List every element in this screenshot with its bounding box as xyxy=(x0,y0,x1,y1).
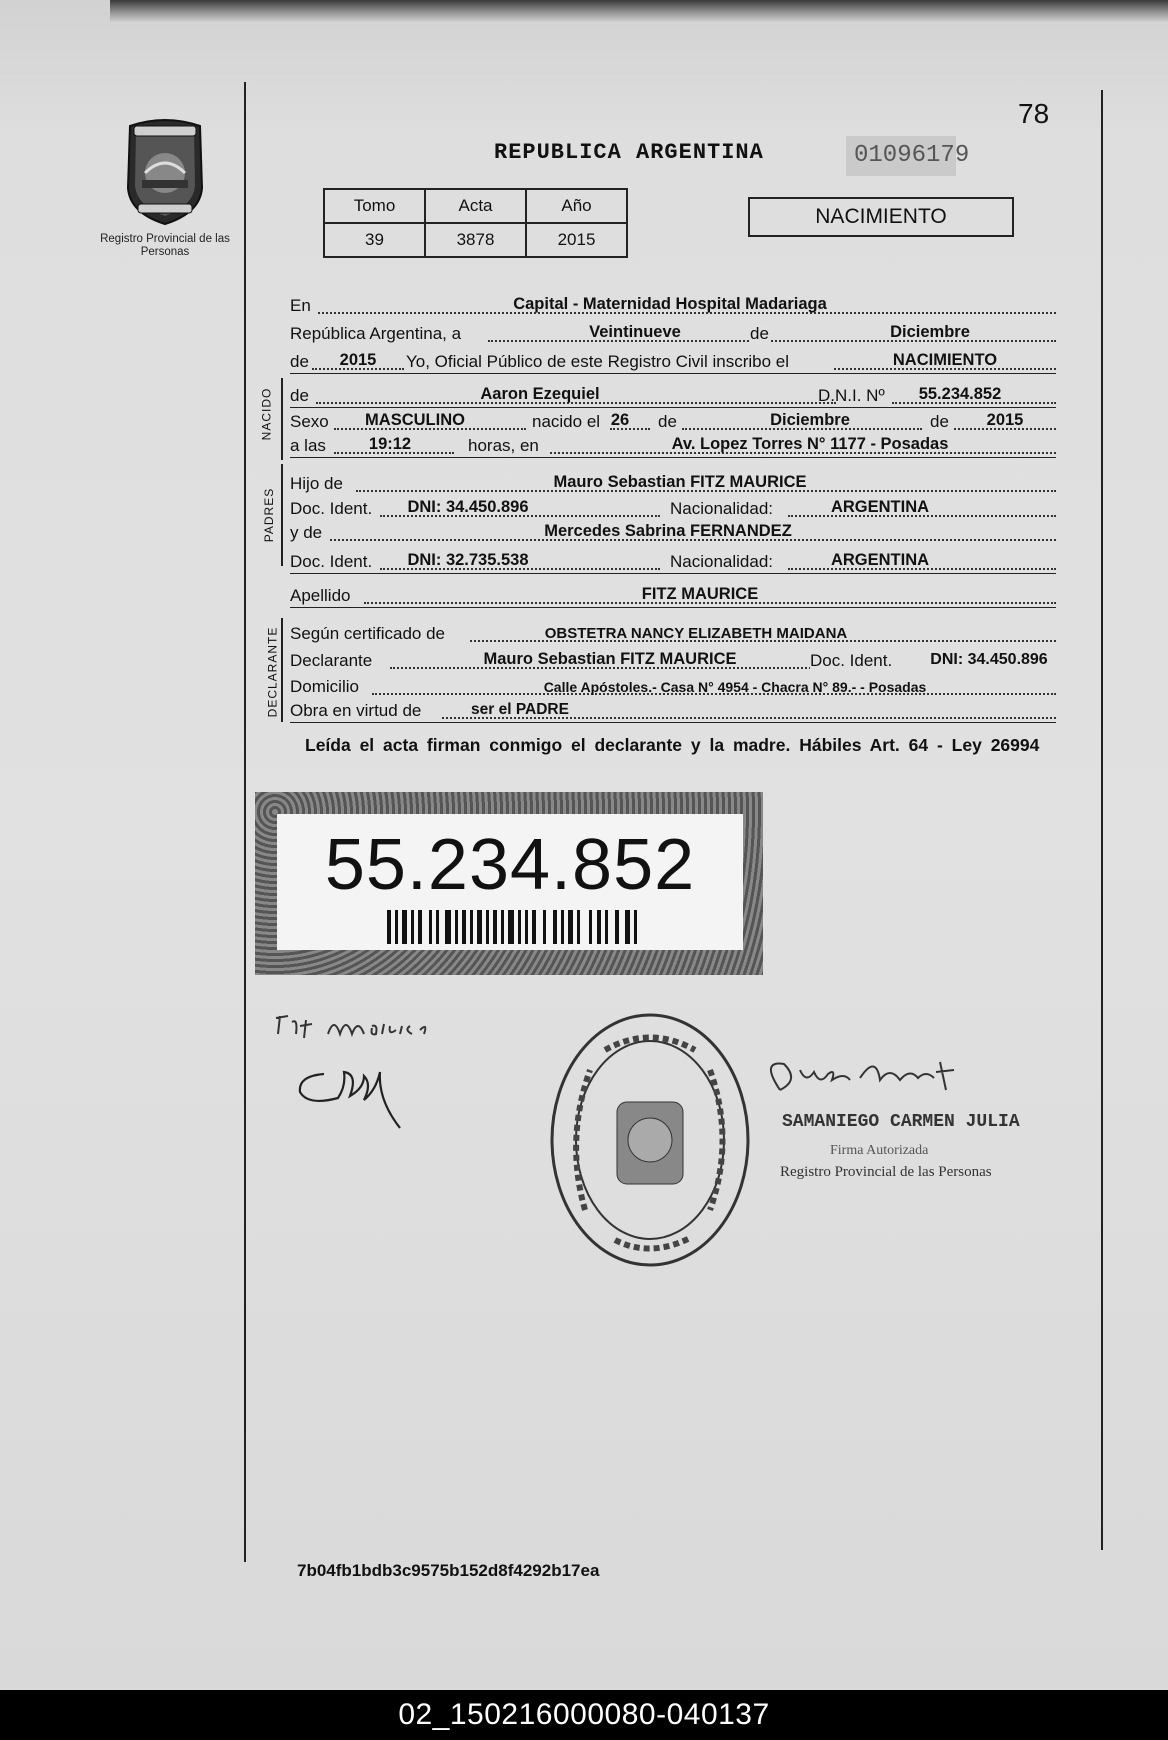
nacionalidad-label: Nacionalidad: xyxy=(670,552,774,571)
birth-time-value: 19:12 xyxy=(368,435,412,453)
statement-text: Yo, Oficial Público de este Registro Civil inscribo el xyxy=(406,352,789,371)
row-certificate xyxy=(290,620,1056,646)
misiones-shield-icon xyxy=(120,118,210,226)
page-title: REPUBLICA ARGENTINA xyxy=(494,140,764,165)
row-surname xyxy=(290,582,1056,608)
left-frame-line xyxy=(244,82,246,1562)
obra-label: Obra en virtud de xyxy=(290,701,422,720)
official-stamp-icon xyxy=(545,1010,755,1270)
hijo-label: Hijo de xyxy=(290,474,343,493)
table-header-row xyxy=(324,189,627,223)
father-doc-value: DNI: 34.450.896 xyxy=(407,498,529,516)
surname-value: FITZ MAURICE xyxy=(641,585,759,603)
official-role: Firma Autorizada xyxy=(830,1143,929,1158)
logo-caption: Registro Provincial de las Personas xyxy=(100,233,230,258)
row-underline xyxy=(290,457,1056,459)
tomo-acta-ano-table xyxy=(323,188,628,258)
row-address xyxy=(290,673,1056,699)
certificate-value: OBSTETRA NANCY ELIZABETH MAIDANA xyxy=(544,625,848,642)
footer-code: 02_150216000080-040137 xyxy=(398,1698,770,1731)
table-header-cell: Acta xyxy=(425,189,526,223)
official-office: Registro Provincial de las Personas xyxy=(780,1164,992,1180)
footer-code-bar xyxy=(0,1690,1168,1740)
de-label: de xyxy=(930,412,949,431)
basis-value: ser el PADRE xyxy=(471,701,569,718)
day-words-value: Veintinueve xyxy=(589,323,681,341)
row-child-name xyxy=(290,382,1056,408)
row-sex-birthdate xyxy=(290,408,1056,434)
page-number: 78 xyxy=(1018,98,1050,129)
scan-top-edge xyxy=(110,0,1168,22)
birth-day-value: 26 xyxy=(610,411,630,429)
table-header-cell: Tomo xyxy=(324,189,425,223)
serial-number: 01096179 xyxy=(846,136,956,176)
table-header-cell: Año xyxy=(526,189,627,223)
declarant-doc-value: DNI: 34.450.896 xyxy=(930,651,1048,668)
mother-doc-value: DNI: 32.735.538 xyxy=(407,551,529,569)
de-label: de xyxy=(750,324,769,343)
en-label: En xyxy=(290,296,311,315)
barcode-label xyxy=(277,814,743,950)
child-name-value: Aaron Ezequiel xyxy=(480,385,600,403)
sexo-value: MASCULINO xyxy=(365,411,465,429)
official-name: SAMANIEGO CARMEN JULIA xyxy=(782,1112,1020,1132)
act-type-box: NACIMIENTO xyxy=(748,197,1014,237)
de-label: de xyxy=(290,386,309,405)
row-father-name xyxy=(290,470,1056,496)
document-hash: 7b04fb1bdb3c9575b152d8f4292b17ea xyxy=(297,1561,600,1580)
doc-ident-label: Doc. Ident. xyxy=(290,499,373,518)
row-basis xyxy=(290,697,1056,723)
table-value-cell: 3878 xyxy=(425,223,526,257)
row-time-place xyxy=(290,432,1056,458)
horas-label: horas, en xyxy=(468,436,539,455)
declarante-label: Declarante xyxy=(290,651,373,670)
mother-name-value: Mercedes Sabrina FERNANDEZ xyxy=(544,522,792,540)
dni-number: 55.234.852 xyxy=(324,825,696,905)
sexo-label: Sexo xyxy=(290,412,329,431)
birth-year-value: 2015 xyxy=(986,411,1024,429)
segun-label: Según certificado de xyxy=(290,624,445,643)
republica-label: República Argentina, a xyxy=(290,324,462,343)
table-value-cell: 39 xyxy=(324,223,425,257)
doc-ident-label: Doc. Ident. xyxy=(810,651,893,670)
row-year-statement xyxy=(290,348,1056,374)
nacido-side-bar xyxy=(281,378,283,460)
dni-barcode-sticker xyxy=(255,792,763,975)
row-underline xyxy=(290,573,1056,575)
row-mother-doc xyxy=(290,548,1056,574)
child-dni-value: 55.234.852 xyxy=(918,385,1002,403)
birth-place-value: Av. Lopez Torres N° 1177 - Posadas xyxy=(671,435,949,453)
nacido-side-label: NACIDO xyxy=(259,387,274,441)
de-label: de xyxy=(290,352,309,371)
declarant-name-value: Mauro Sebastian FITZ MAURICE xyxy=(483,650,737,668)
doc-ident-label: Doc. Ident. xyxy=(290,552,373,571)
row-underline xyxy=(290,722,1056,724)
year-value: 2015 xyxy=(339,351,377,369)
declarante-side-bar xyxy=(281,618,283,722)
table-value-cell: 2015 xyxy=(526,223,627,257)
father-nationality-value: ARGENTINA xyxy=(830,498,930,516)
y-de-label: y de xyxy=(290,523,323,542)
barcode-icon xyxy=(277,814,743,950)
row-father-doc xyxy=(290,495,1056,521)
month-words-value: Diciembre xyxy=(890,323,970,341)
row-date-words xyxy=(290,320,1056,346)
de-label: de xyxy=(658,412,677,431)
domicilio-label: Domicilio xyxy=(290,677,359,696)
dni-label: D.N.I. Nº xyxy=(818,386,885,405)
row-underline xyxy=(290,607,1056,609)
address-value: Calle Apóstoles.- Casa N° 4954 - Chacra N° 89.- - Posadas xyxy=(543,679,927,695)
closing-statement: Leída el acta firman conmigo el declarante y la madre. Hábiles Art. 64 - Ley 26994 xyxy=(305,735,1040,755)
apellido-label: Apellido xyxy=(290,586,351,605)
row-mother-name xyxy=(290,519,1056,545)
father-name-value: Mauro Sebastian FITZ MAURICE xyxy=(553,473,807,491)
a-las-label: a las xyxy=(290,436,326,455)
declarant-signature-icon xyxy=(268,1010,488,1140)
nacionalidad-label: Nacionalidad: xyxy=(670,499,774,518)
birth-month-value: Diciembre xyxy=(770,411,850,429)
act-value: NACIMIENTO xyxy=(892,351,998,369)
row-declarant xyxy=(290,647,1056,673)
padres-side-label: PADRES xyxy=(262,487,277,543)
right-frame-line xyxy=(1101,90,1103,1550)
padres-side-bar xyxy=(281,464,283,566)
official-signature-icon xyxy=(740,1050,1030,1110)
place-value: Capital - Maternidad Hospital Madariaga xyxy=(513,295,827,313)
nacido-el-label: nacido el xyxy=(532,412,601,431)
declarante-side-label: DECLARANTE xyxy=(265,626,280,718)
mother-nationality-value: ARGENTINA xyxy=(830,551,930,569)
row-underline xyxy=(290,373,1056,375)
table-value-row xyxy=(324,223,627,257)
registry-logo xyxy=(100,118,230,259)
row-en xyxy=(290,292,1056,318)
